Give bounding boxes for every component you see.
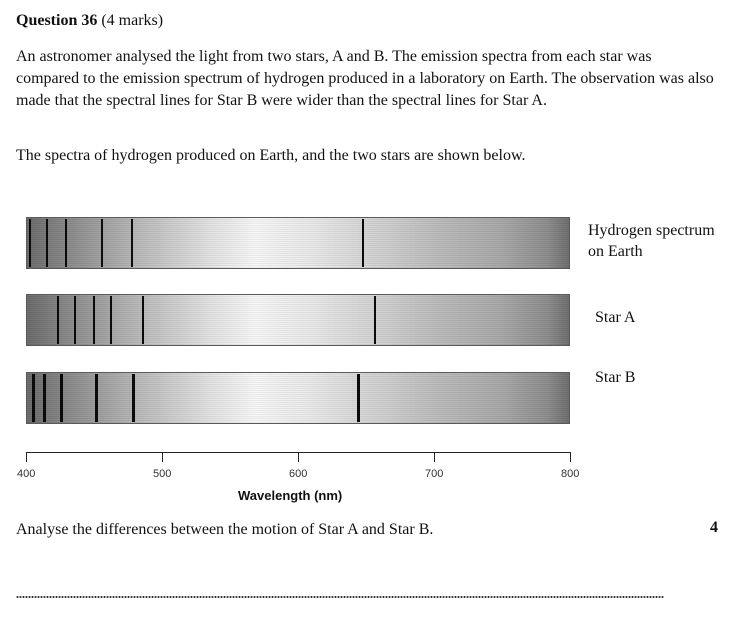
spectral-line-h-4 <box>101 219 103 267</box>
axis-tick-600 <box>298 452 299 462</box>
hydrogen-label-line-2: on Earth <box>588 243 643 260</box>
hydrogen-label-line-1: Hydrogen spectrum <box>588 222 715 239</box>
spectral-line-h-3 <box>65 219 67 267</box>
tick-label-400: 400 <box>17 468 36 480</box>
spectral-line-b-4 <box>95 374 98 422</box>
spectral-line-a-6 <box>374 296 376 344</box>
spectral-line-a-3 <box>93 296 95 344</box>
star-b-label: Star B <box>595 369 636 386</box>
axis-title: Wavelength (nm) <box>238 488 343 503</box>
spectral-line-a-4 <box>110 296 112 344</box>
spectral-line-b-5 <box>132 374 135 422</box>
tick-label-500: 500 <box>153 468 172 480</box>
spectra-intro-text: The spectra of hydrogen produced on Earth, and the two stars are shown below. <box>16 147 526 164</box>
spectral-line-b-6 <box>357 374 360 422</box>
question-heading <box>16 12 163 30</box>
spectral-line-h-2 <box>46 219 48 267</box>
axis-tick-700 <box>434 452 435 462</box>
spectral-line-h-1 <box>29 219 31 267</box>
spectral-line-b-1 <box>32 374 35 422</box>
spectral-line-b-3 <box>60 374 63 422</box>
star-a-spectrum-strip <box>26 294 570 346</box>
spectral-line-h-6 <box>362 219 364 267</box>
question-intro-text: An astronomer analysed the light from two stars, A and B. The emission spectra from each star was compared to the emission spectrum of hydrogen produced in a laboratory on Earth. The observation was also made that the spectral lines for Star B were wider than the spectral lines for Star A. <box>16 48 714 109</box>
hydrogen-spectrum-label <box>588 220 715 262</box>
hydrogen-spectrum-strip <box>26 217 570 269</box>
star-a-label: Star A <box>595 309 636 326</box>
tick-label-700: 700 <box>425 468 444 480</box>
axis-tick-400 <box>26 452 27 462</box>
tick-label-800: 800 <box>561 468 580 480</box>
spectral-line-a-1 <box>57 296 59 344</box>
answer-dotted-line[interactable] <box>16 594 664 600</box>
spectral-line-a-5 <box>142 296 144 344</box>
spectral-line-h-5 <box>131 219 133 267</box>
spectral-line-a-2 <box>74 296 76 344</box>
question-prompt: Analyse the differences between the motion of Star A and Star B. <box>16 521 434 538</box>
axis-tick-500 <box>162 452 163 462</box>
question-number: Question 36 <box>16 12 98 29</box>
marks-value: 4 <box>710 519 718 536</box>
star-b-spectrum-strip <box>26 372 570 424</box>
axis-tick-800 <box>570 452 571 462</box>
spectral-line-b-2 <box>43 374 46 422</box>
question-marks: (4 marks) <box>101 12 164 29</box>
tick-label-600: 600 <box>289 468 308 480</box>
